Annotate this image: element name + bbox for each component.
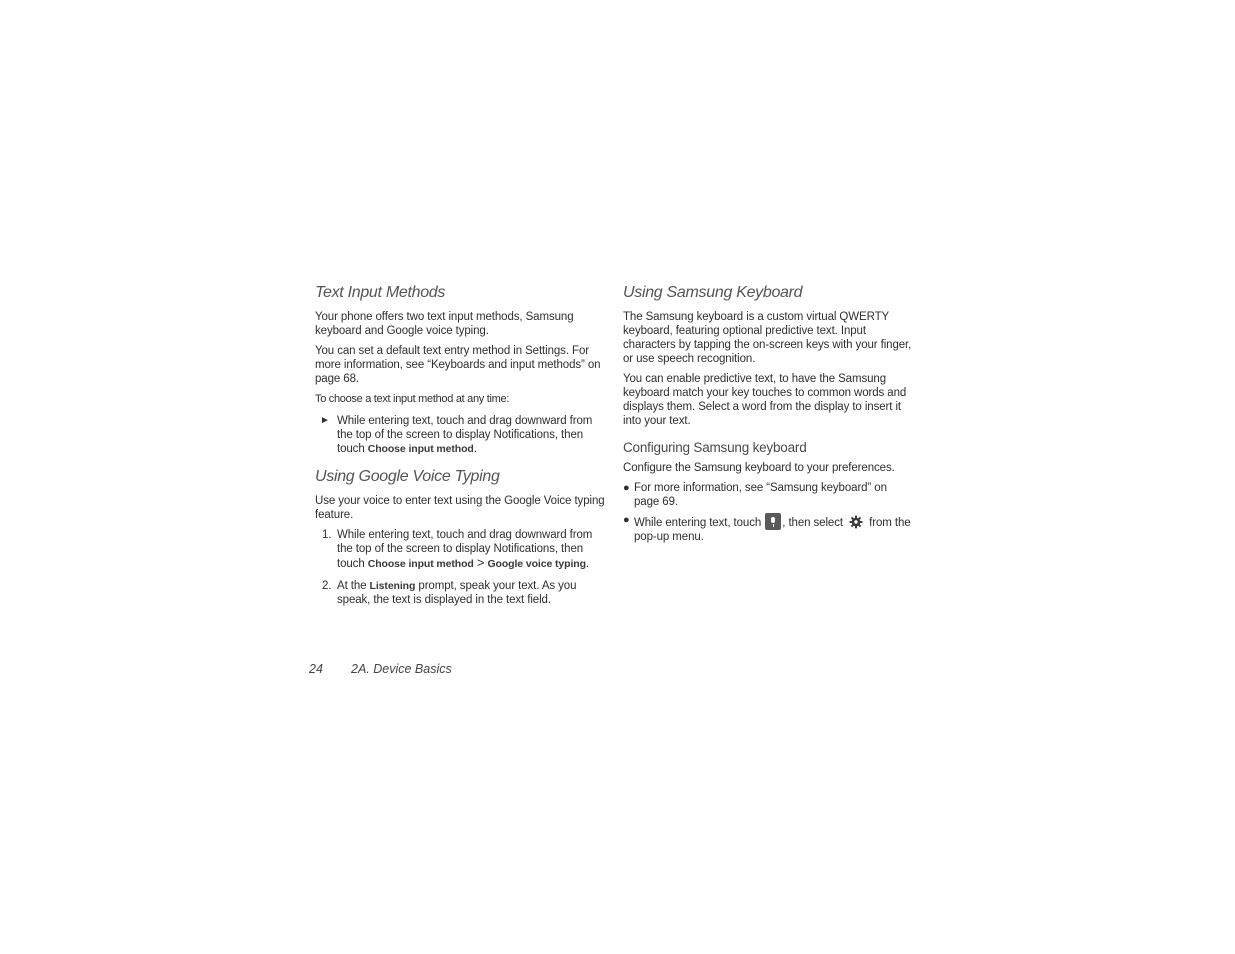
step-text: While entering text, touch and drag downward from the top of the screen to display Notifications, then touch — [337, 415, 593, 455]
left-column — [315, 284, 605, 615]
triangle-bullet-icon: ► — [320, 415, 330, 426]
text-input-choose-lead: To choose a text input method at any time: — [315, 393, 510, 405]
config-bullet-2 — [623, 513, 913, 544]
step-text-end: . — [473, 443, 477, 455]
page-number: 24 — [309, 662, 323, 676]
microphone-icon — [765, 513, 781, 530]
page-footer — [309, 662, 452, 676]
bullet-text: While entering text, touch — [634, 517, 765, 529]
step-choose-input-method — [315, 414, 605, 456]
choose-input-method-label: Choose input method — [367, 443, 474, 455]
step-text: At the — [337, 580, 370, 592]
step-text-end: . — [585, 558, 590, 570]
keyboard-predictive-text: You can enable predictive text, to have the Samsung keyboard match your key touches to common words and displays them. Select a word from the display to insert it into your text. — [623, 373, 907, 427]
bullet-text-middle: , then select — [782, 517, 847, 529]
step-number: 2. — [322, 580, 332, 592]
step-number: 1. — [322, 529, 332, 541]
right-column — [623, 284, 913, 548]
bullet-text: For more information, see “Samsung keyboard” on page 69. — [634, 482, 887, 508]
voice-intro: Use your voice to enter text using the Google Voice typing feature. — [315, 495, 605, 521]
heading-google-voice-typing: Using Google Voice Typing — [315, 468, 500, 485]
voice-step-2 — [315, 579, 605, 607]
text-input-settings-note: You can set a default text entry method in Settings. For more information, see “Keyboards and input methods” on page 68. — [315, 345, 601, 385]
section-title: 2A. Device Basics — [351, 662, 452, 676]
round-bullet-icon: ● — [623, 514, 630, 526]
config-bullet-1 — [623, 481, 913, 509]
choose-input-method-label: Choose input method — [367, 558, 474, 570]
listening-label: Listening — [369, 580, 416, 592]
bullet-text-end: from the pop-up menu. — [634, 517, 911, 543]
voice-step-1 — [315, 528, 605, 571]
chevron-right-icon: > — [476, 555, 485, 570]
round-bullet-icon: ● — [623, 482, 630, 494]
text-input-intro: Your phone offers two text input methods, Samsung keyboard and Google voice typing. — [315, 311, 574, 337]
google-voice-typing-label: Google voice typing — [487, 558, 586, 570]
keyboard-intro: The Samsung keyboard is a custom virtual QWERTY keyboard, featuring optional predictive text. Input characters by tapping the on-screen keys with your finger, or use speech recognition. — [623, 311, 912, 365]
configuring-intro: Configure the Samsung keyboard to your preferences. — [623, 462, 895, 474]
heading-text-input-methods: Text Input Methods — [315, 284, 446, 301]
gear-icon — [849, 515, 863, 529]
heading-configuring-samsung-keyboard: Configuring Samsung keyboard — [623, 440, 807, 455]
step-text: While entering text, touch and drag downward from the top of the screen to display Notifications, then touch — [337, 529, 593, 570]
step-text-end: prompt, speak your text. As you speak, the text is displayed in the text field. — [337, 580, 577, 606]
heading-samsung-keyboard: Using Samsung Keyboard — [623, 284, 803, 301]
